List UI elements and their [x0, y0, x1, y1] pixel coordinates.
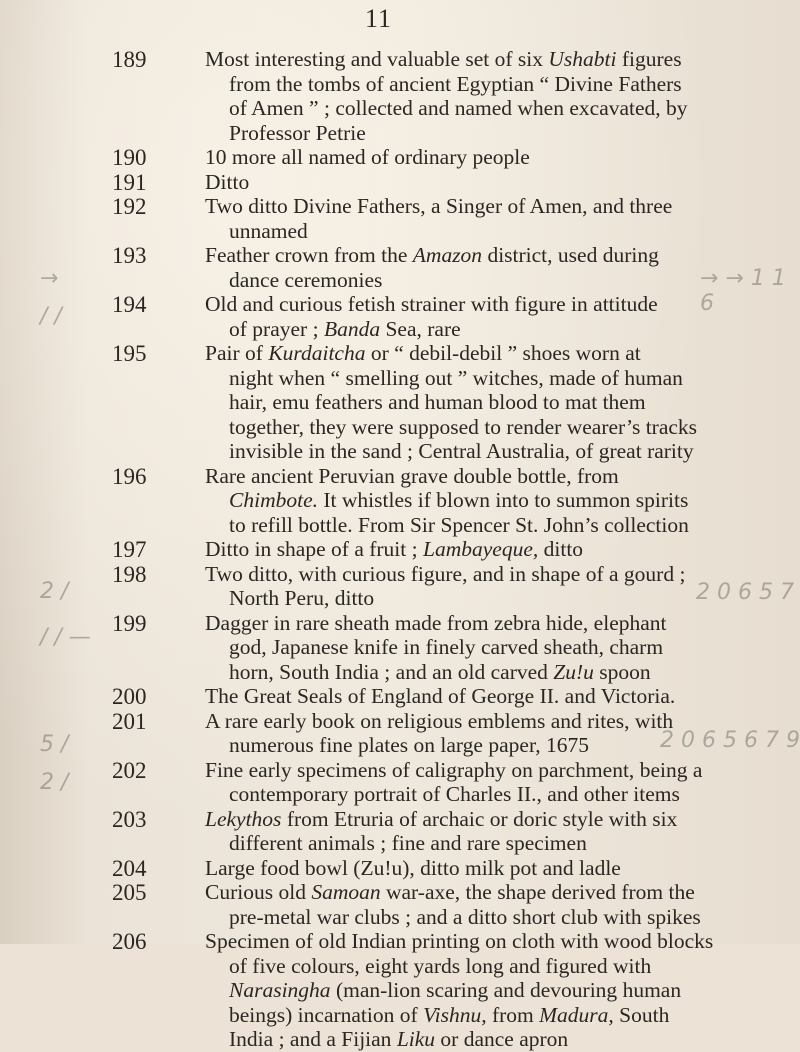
lot-number: 200: [112, 684, 147, 709]
pencil-mark-195: / /: [40, 304, 62, 329]
lot-description: [205, 464, 795, 538]
description-line: Dagger in rare sheath made from zebra hide, elephant: [205, 610, 667, 635]
lot-description: [205, 243, 795, 292]
description-line: Two ditto, with curious figure, and in shape of a gourd ;: [205, 561, 686, 586]
lot-description: [205, 758, 795, 807]
lot-number: 199: [112, 610, 147, 636]
description-line: beings) incarnation of Vishnu, from Madura, South: [229, 1002, 670, 1027]
lot-number: 192: [112, 194, 147, 219]
description-line: Two ditto Divine Fathers, a Singer of Amen, and three: [205, 194, 673, 218]
description-line: numerous fine plates on large paper, 1675: [229, 733, 589, 757]
description-line: from the tombs of ancient Egyptian “ Divine Fathers: [229, 71, 682, 96]
lot-description: [205, 684, 795, 709]
lot-number: 206: [112, 929, 147, 954]
description-line: North Peru, ditto: [229, 586, 375, 610]
lot-description: [205, 145, 795, 170]
lot-number: 195: [112, 341, 147, 366]
lot-number: 198: [112, 561, 147, 587]
lot-description: [205, 611, 795, 685]
description-line: Rare ancient Peruvian grave double bottle, from: [205, 463, 619, 488]
pencil-mark-200: 2 /: [40, 579, 69, 604]
description-line: 10 more all named of ordinary people: [205, 145, 530, 169]
lot-number: 190: [112, 145, 147, 170]
pencil-price-200: 2 0 6 5 7: [696, 580, 794, 605]
lot-number: 202: [112, 757, 147, 783]
description-line: unnamed: [229, 218, 308, 243]
description-line: Lekythos from Etruria of archaic or doric style with six: [205, 806, 678, 831]
description-line: Old and curious fetish strainer with figure in attitude: [205, 292, 658, 316]
description-line: A rare early book on religious emblems and rites, with: [205, 708, 674, 733]
description-line: Most interesting and valuable set of six Ushabti figures: [205, 47, 682, 71]
lot-number: 203: [112, 806, 147, 832]
lot-description: [205, 709, 795, 758]
lot-number: 204: [112, 855, 147, 881]
lot-number: 197: [112, 537, 147, 562]
lot-description: [205, 856, 795, 881]
description-line: of Amen ” ; collected and named when excavated, by: [229, 96, 688, 120]
description-line: night when “ smelling out ” witches, made of human: [229, 365, 683, 390]
description-line: Professor Petrie: [229, 120, 366, 145]
pencil-mark-206: 2 /: [40, 770, 69, 795]
description-line: pre-metal war clubs ; and a ditto short club with spikes: [229, 904, 701, 929]
description-line: Fine early specimens of caligraphy on parchment, being a: [205, 757, 703, 782]
lot-description: [205, 341, 795, 464]
pencil-mark-202: / / —: [40, 625, 91, 650]
lot-number: 193: [112, 243, 147, 268]
page-number: 11: [365, 4, 393, 33]
lot-number: 189: [112, 47, 147, 72]
lot-number: 205: [112, 880, 147, 905]
lot-number: 201: [112, 708, 147, 734]
lot-description: [205, 194, 795, 243]
description-line: Feather crown from the Amazon district, used during: [205, 243, 659, 267]
lot-description: [205, 537, 795, 562]
pencil-mark-205: 5 /: [40, 732, 69, 757]
description-line: The Great Seals of England of George II. and Victoria.: [205, 684, 676, 708]
lot-description: [205, 47, 795, 145]
lot-description: [205, 929, 795, 1052]
description-line: dance ceremonies: [229, 267, 383, 292]
lot-description: [205, 880, 795, 929]
description-line: different animals ; fine and rare specimen: [229, 831, 587, 855]
pencil-price-205: 2 0 6 5 6 7 9: [660, 728, 800, 753]
description-line: invisible in the sand ; Central Australia, of great rarity: [229, 439, 694, 463]
description-line: of five colours, eight yards long and figured with: [229, 953, 652, 978]
description-line: Large food bowl (Zu!u), ditto milk pot and ladle: [205, 855, 621, 880]
lot-description: [205, 292, 795, 341]
description-line: together, they were supposed to render wearer’s tracks: [229, 414, 698, 439]
description-line: hair, emu feathers and human blood to mat them: [229, 390, 646, 414]
description-line: Curious old Samoan war-axe, the shape derived from the: [205, 880, 695, 904]
lot-description: [205, 562, 795, 611]
pencil-price-193: → → 1 1 6: [700, 266, 786, 316]
description-line: India ; and a Fijian Liku or dance apron: [229, 1027, 569, 1051]
lot-number: 196: [112, 463, 147, 489]
description-line: of prayer ; Banda Sea, rare: [229, 316, 461, 341]
description-line: god, Japanese knife in finely carved sheath, charm: [229, 635, 664, 659]
description-line: Narasingha (man-lion scaring and devouring human: [229, 978, 682, 1002]
lot-description: [205, 170, 795, 195]
description-line: Ditto in shape of a fruit ; Lambayeque, ditto: [205, 537, 584, 561]
description-line: Pair of Kurdaitcha or “ debil-debil ” shoes worn at: [205, 341, 641, 365]
description-line: Specimen of old Indian printing on cloth with wood blocks: [205, 929, 714, 953]
lot-description: [205, 807, 795, 856]
lot-number: 194: [112, 292, 147, 317]
pencil-mark-193: →: [40, 266, 59, 291]
description-line: to refill bottle. From Sir Spencer St. John’s collection: [229, 512, 689, 537]
description-line: contemporary portrait of Charles II., and other items: [229, 782, 680, 806]
description-line: Chimbote. It whistles if blown into to summon spirits: [229, 488, 689, 512]
description-line: horn, South India ; and an old carved Zu!u spoon: [229, 659, 651, 684]
lot-number: 191: [112, 169, 147, 195]
description-line: Ditto: [205, 169, 250, 194]
